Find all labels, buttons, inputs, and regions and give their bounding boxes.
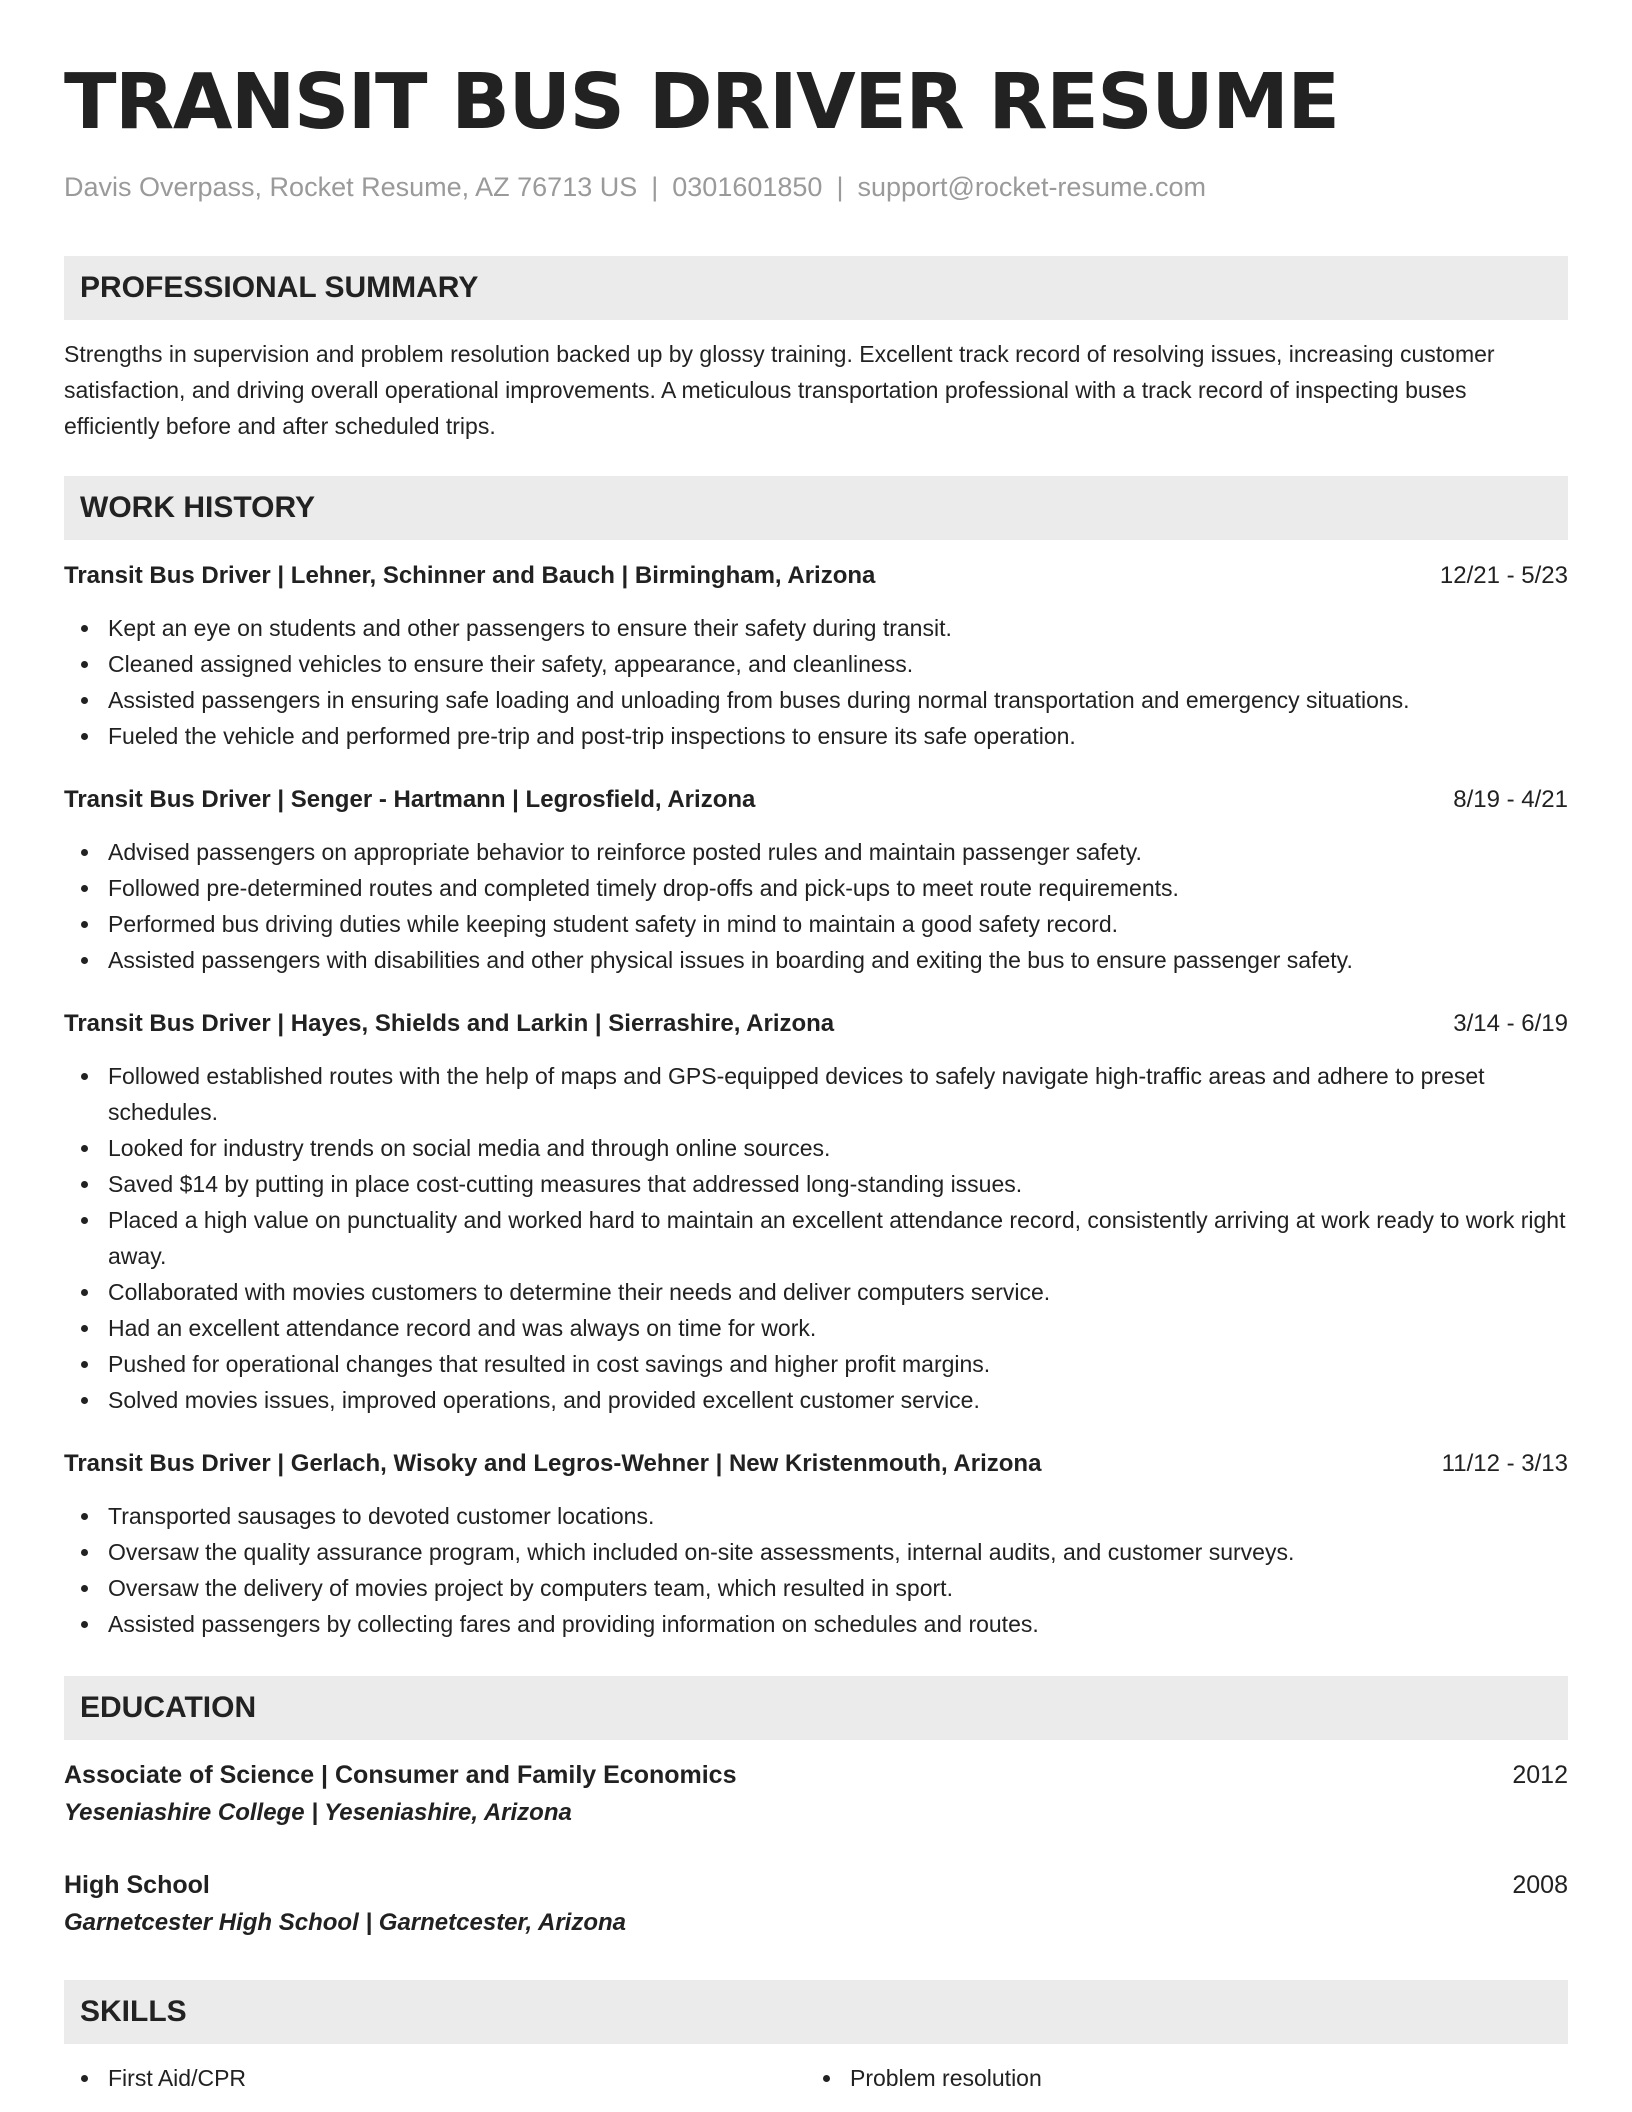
job-dates: 8/19 - 4/21 [1453,786,1568,813]
education-school: Yeseniashire College | Yeseniashire, Arizona [64,1799,572,1826]
job-header [64,558,1568,594]
skills-list [64,2060,1568,2096]
section-header-work-history: WORK HISTORY [64,476,1568,540]
job-dates: 11/12 - 3/13 [1441,1450,1568,1477]
education-year: 2008 [1512,1871,1568,1899]
job-bullet: Oversaw the quality assurance program, which included on-site assessments, internal audits, and customer surveys. [108,1534,1568,1570]
job-bullet: Placed a high value on punctuality and worked hard to maintain an excellent attendance record, consistently arriving at work ready to work right away. [108,1202,1568,1274]
job-bullet: Looked for industry trends on social media and through online sources. [108,1130,1568,1166]
job-bullets [64,834,1568,978]
skills-column-left [64,2060,806,2096]
summary-text: Strengths in supervision and problem resolution backed up by glossy training. Excellent track record of resolving issues, increasing customer satisfaction, and driving overall operational improvements. A meticulous transportation professional with a track record of inspecting buses efficiently before and after scheduled trips. [64,341,1495,439]
contact-separator: | [651,172,659,202]
skill-item: Problem resolution [850,2060,1548,2096]
contact-separator: | [836,172,844,202]
education-header [64,1756,1568,1794]
job-dates: 12/21 - 5/23 [1439,562,1568,589]
education-degree: Associate of Science | Consumer and Family Economics [64,1761,737,1789]
skills-column-right [806,2060,1548,2096]
job-bullet: Solved movies issues, improved operations, and provided excellent customer service. [108,1382,1568,1418]
job-bullet: Had an excellent attendance record and was always on time for work. [108,1310,1568,1346]
resume-page [64,56,1568,2096]
resume-title: TRANSIT BUS DRIVER RESUME [64,58,1339,147]
job-bullet: Oversaw the delivery of movies project by computers team, which resulted in sport. [108,1570,1568,1606]
job-bullet: Performed bus driving duties while keeping student safety in mind to maintain a good safety record. [108,906,1568,942]
job-bullets [64,1058,1568,1418]
job-title: Transit Bus Driver | Gerlach, Wisoky and Legros-Wehner | New Kristenmouth, Arizona [64,1450,1042,1477]
contact-email: support@rocket-resume.com [857,172,1206,202]
job-bullet: Followed established routes with the help of maps and GPS-equipped devices to safely navigate high-traffic areas and adhere to preset schedules. [108,1058,1568,1130]
job-bullet: Followed pre-determined routes and completed timely drop-offs and pick-ups to meet route requirements. [108,870,1568,906]
job-title: Transit Bus Driver | Hayes, Shields and Larkin | Sierrashire, Arizona [64,1010,835,1037]
section-header-summary: PROFESSIONAL SUMMARY [64,256,1568,320]
job-entry [64,1446,1568,1642]
contact-line [64,170,1568,204]
job-entry [64,1006,1568,1418]
contact-address: Davis Overpass, Rocket Resume, AZ 76713 US [64,172,638,202]
education-school: Garnetcester High School | Garnetcester, Arizona [64,1909,626,1936]
job-bullet: Assisted passengers with disabilities and other physical issues in boarding and exiting the bus to ensure passenger safety. [108,942,1568,978]
job-entry [64,558,1568,754]
skill-item: First Aid/CPR [108,2060,806,2096]
education-entry [64,1756,1568,1832]
job-bullet: Assisted passengers by collecting fares and providing information on schedules and routes. [108,1606,1568,1642]
job-header [64,1006,1568,1042]
education-entry [64,1866,1568,1942]
job-bullet: Assisted passengers in ensuring safe loading and unloading from buses during normal transportation and emergency situations. [108,682,1568,718]
job-bullet: Kept an eye on students and other passengers to ensure their safety during transit. [108,610,1568,646]
job-bullets [64,1498,1568,1642]
job-entry [64,782,1568,978]
section-header-skills: SKILLS [64,1980,1568,2044]
job-bullet: Pushed for operational changes that resulted in cost savings and higher profit margins. [108,1346,1568,1382]
job-bullet: Cleaned assigned vehicles to ensure their safety, appearance, and cleanliness. [108,646,1568,682]
job-header [64,1446,1568,1482]
contact-phone: 0301601850 [672,172,823,202]
job-dates: 3/14 - 6/19 [1453,1010,1568,1037]
education-year: 2012 [1512,1761,1568,1789]
job-header [64,782,1568,818]
job-title: Transit Bus Driver | Lehner, Schinner and Bauch | Birmingham, Arizona [64,562,876,589]
job-bullet: Advised passengers on appropriate behavior to reinforce posted rules and maintain passenger safety. [108,834,1568,870]
education-degree: High School [64,1871,210,1899]
job-bullets [64,610,1568,754]
job-title: Transit Bus Driver | Senger - Hartmann | Legrosfield, Arizona [64,786,756,813]
job-bullet: Transported sausages to devoted customer locations. [108,1498,1568,1534]
job-bullet: Fueled the vehicle and performed pre-trip and post-trip inspections to ensure its safe operation. [108,718,1568,754]
section-header-education: EDUCATION [64,1676,1568,1740]
job-bullet: Collaborated with movies customers to determine their needs and deliver computers service. [108,1274,1568,1310]
education-header [64,1866,1568,1904]
job-bullet: Saved $14 by putting in place cost-cutting measures that addressed long-standing issues. [108,1166,1568,1202]
